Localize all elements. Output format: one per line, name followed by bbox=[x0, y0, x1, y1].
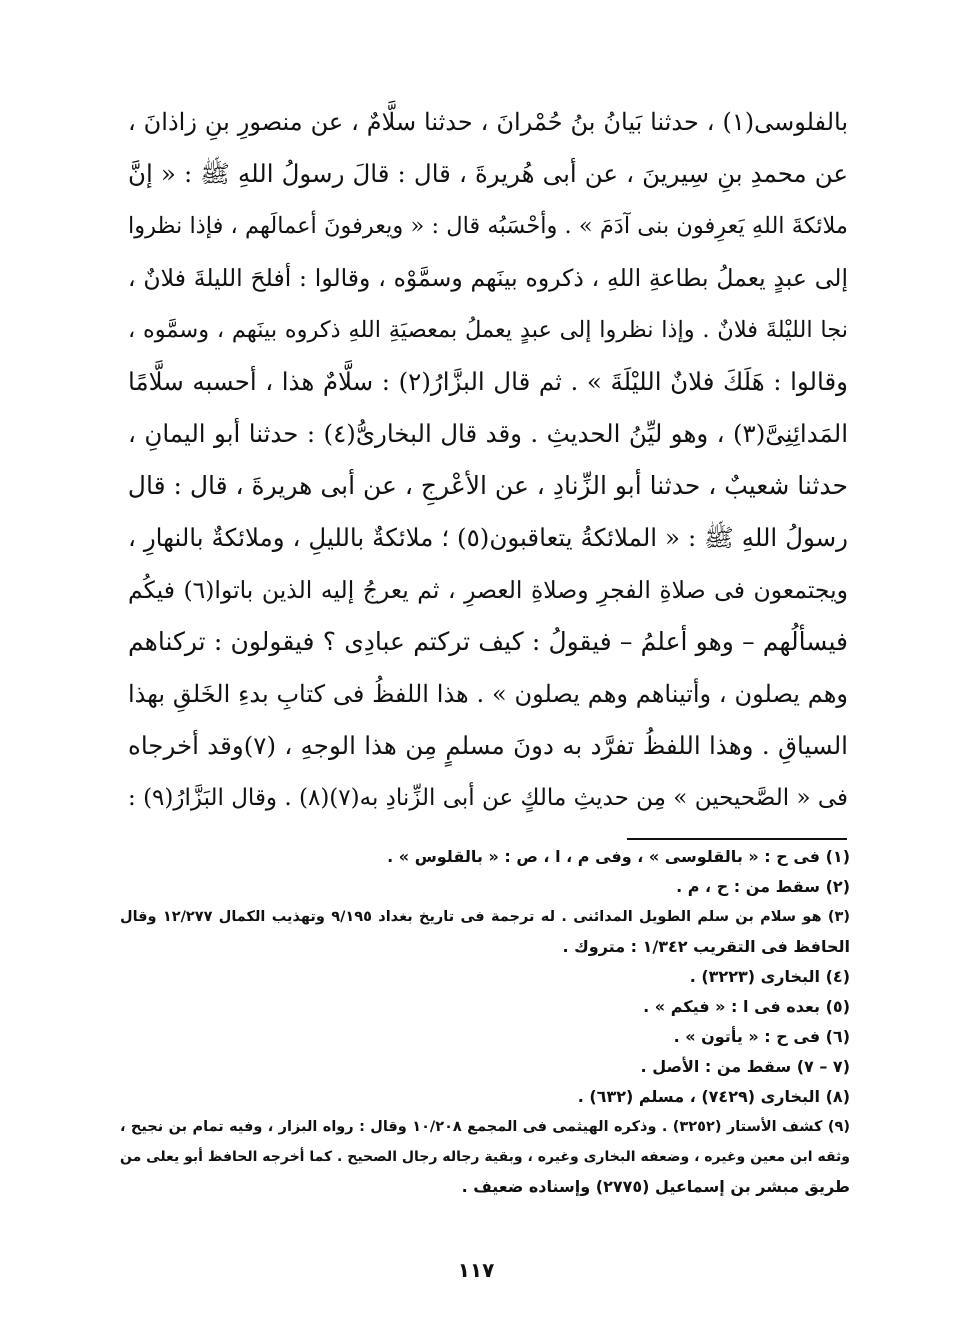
footnote-6: (٦) فى ح : « يأتون » . bbox=[673, 1027, 850, 1046]
text-line: إلى عبدٍ يعملُ بطاعةِ اللهِ ، ذكروه بينَهم وسمَّوْه ، وقالوا : أفلحَ الليلةَ فلانٌ ، bbox=[128, 264, 848, 292]
footnote-9-continued: وثقه ابن معين وغيره ، وضعفه البخارى وغيره ، وبقية رجاله رجال الصحيح . كما أخرجه الحافظ أبو يعلى من bbox=[120, 1149, 850, 1165]
footnote-separator bbox=[627, 838, 847, 840]
text-line: عن محمدِ بنِ سِيرينَ ، عن أبى هُريرةَ ، قال : قالَ رسولُ اللهِ ﷺ : « إنَّ bbox=[128, 159, 848, 188]
footnotes bbox=[120, 842, 850, 1202]
text-line: رسولُ اللهِ ﷺ : « الملائكةُ يتعاقبون(٥) ؛ ملائكةٌ بالليلِ ، وملائكةٌ بالنهارِ ، bbox=[128, 523, 848, 552]
footnote-8: (٨) البخارى (٧٤٢٩) ، مسلم (٦٣٢) . bbox=[577, 1087, 850, 1106]
text-line: نجا الليْلةَ فلانٌ . وإذا نظروا إلى عبدٍ يعملُ بمعصيَةِ اللهِ ذكروه بينَهم ، وسمَّوه ، bbox=[128, 317, 848, 343]
footnote-1: (١) فى ح : « بالقلوسى » ، وفى م ، ا ، ص : « بالقلوس » . bbox=[387, 847, 850, 866]
text-line: وقالوا : هَلَكَ فلانٌ الليْلَةَ » . ثم قال البزَّارُ(٢) : سلَّامٌ هذا ، أحسبه سلَّامًا bbox=[128, 367, 848, 396]
footnote-3: (٣) هو سلام بن سلم الطويل المدائنى . له ترجمة فى تاريخ بغداد ٩/١٩٥ وتهذيب الكمال ١٢/٢٧٧ وقال bbox=[120, 909, 850, 925]
text-line: المَدائِنِىَّ(٣) ، وهو ليِّنُ الحديثِ . وقد قال البخارىُّ(٤) : حدثنا أبو اليمانِ ، bbox=[128, 419, 848, 448]
footnote-2: (٢) سقط من : ح ، م . bbox=[676, 877, 850, 896]
footnote-3-continued: الحافظ فى التقريب ١/٣٤٢ : متروك . bbox=[562, 937, 850, 956]
main-text bbox=[128, 96, 848, 824]
text-line: فى « الصَّحيحين » مِن حديثِ مالكٍ عن أبى الزِّنادِ به(٧)(٨) . وقال البَزَّارُ(٩) : bbox=[128, 785, 848, 811]
footnote-9-end: طريق مبشر بن إسماعيل (٢٧٧٥) وإسناده ضعيف . bbox=[461, 1177, 850, 1196]
text-line: فيسألُهم – وهو أعلمُ – فيقولُ : كيف تركتم عبادِى ؟ فيقولون : تركناهم bbox=[128, 627, 848, 656]
footnote-7: (٧ – ٧) سقط من : الأصل . bbox=[640, 1057, 850, 1076]
page-number: ١١٧ bbox=[457, 1258, 495, 1282]
footnote-5: (٥) بعده فى ا : « فيكم » . bbox=[643, 997, 850, 1016]
text-line: وهم يصلون ، وأتيناهم وهم يصلون » . هذا اللفظُ فى كتابِ بدءِ الخَلقِ بهذا bbox=[128, 680, 848, 708]
text-line: ويجتمعون فى صلاةِ الفجرِ وصلاةِ العصرِ ، ثم يعرجُ إليه الذين باتوا(٦) فيكُم bbox=[128, 576, 848, 604]
text-line: حدثنا شعيبٌ ، حدثنا أبو الزِّنادِ ، عن الأعْرجِ ، عن أبى هريرةَ ، قال : قال bbox=[128, 471, 848, 500]
text-line: بالفلوسى(١) ، حدثنا بَيانُ بنُ حُمْرانَ ، حدثنا سلَّامٌ ، عن منصورِ بنِ زاذانَ ، bbox=[128, 108, 848, 136]
text-line: السياقِ . وهذا اللفظُ تفرَّد به دونَ مسلمٍ مِن هذا الوجهِ ، (٧)وقد أخرجاه bbox=[128, 731, 848, 760]
footnote-4: (٤) البخارى (٣٢٢٣) . bbox=[689, 967, 850, 986]
text-line: ملائكةَ اللهِ يَعرِفون بنى آدَمَ » . وأحْسَبُه قال : « ويعرفونَ أعمالَهم ، فإذا نظروا bbox=[128, 213, 848, 239]
footnote-9: (٩) كشف الأستار (٣٢٥٢) . وذكره الهيثمى فى المجمع ١٠/٢٠٨ وقال : رواه البزار ، وفيه تمام بن نجيح ، bbox=[120, 1119, 850, 1135]
